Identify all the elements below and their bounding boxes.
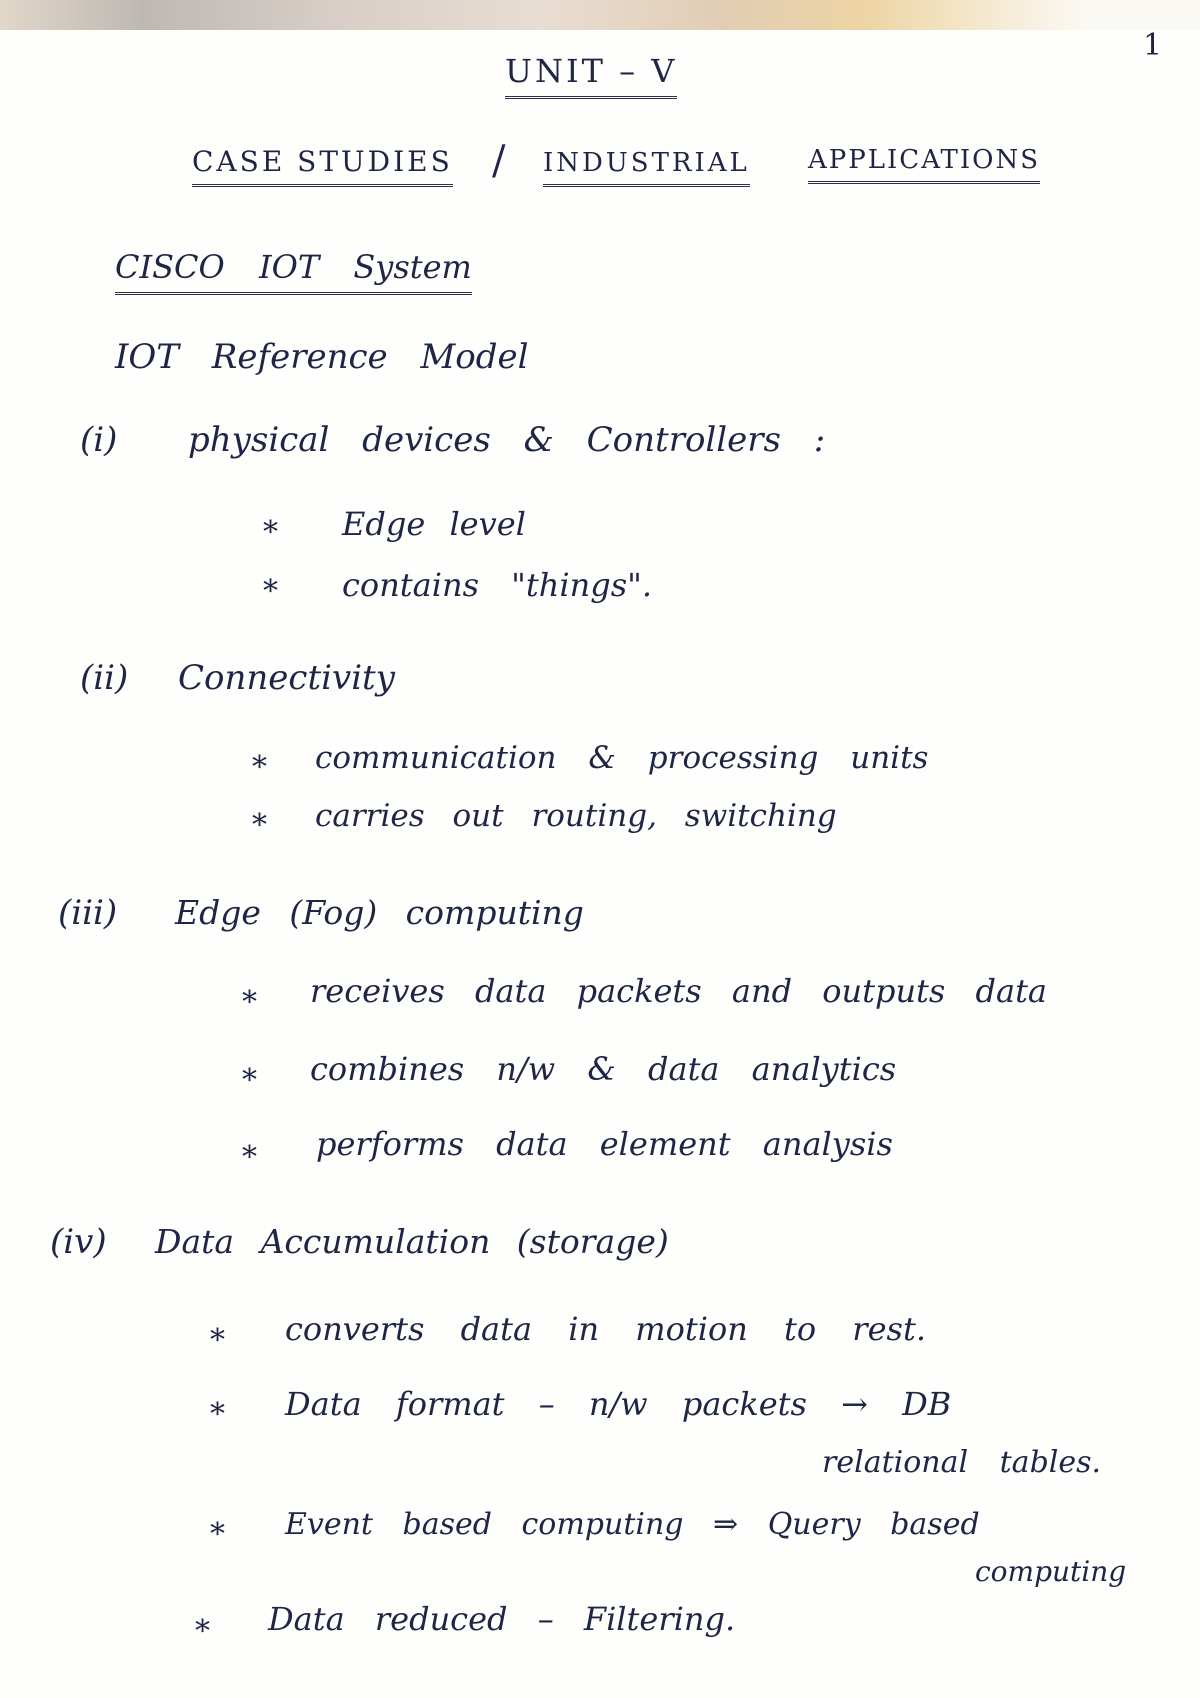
section-4-bullet-1: converts data in motion to rest.	[285, 1310, 926, 1348]
section-2-bullet-1-marker: *	[252, 750, 267, 785]
section-3-bullet-2: combines n/w & data analytics	[310, 1050, 897, 1088]
section-2-bullet-1: communication & processing units	[315, 740, 929, 776]
section-2-title: Connectivity	[178, 658, 395, 698]
heading-case-studies: CASE STUDIES	[192, 145, 453, 187]
section-4-bullet-3: Event based computing ⇒ Query based	[285, 1507, 980, 1542]
section-3-bullet-2-marker: *	[242, 1063, 257, 1098]
section-4-bullet-3-marker: *	[210, 1517, 225, 1552]
heading-industrial: INDUSTRIAL	[543, 148, 750, 187]
section-4-bullet-2-continuation: relational tables.	[822, 1445, 1102, 1480]
section-3-bullet-3-marker: *	[242, 1140, 257, 1175]
section-1-bullet-1-marker: *	[263, 515, 278, 550]
heading-applications: APPLICATIONS	[808, 145, 1040, 184]
section-3-bullet-1: receives data packets and outputs data	[310, 972, 1047, 1010]
subheading-cisco-iot: CISCO IOT System	[115, 248, 472, 295]
section-3-title: Edge (Fog) computing	[175, 893, 584, 932]
section-4-title: Data Accumulation (storage)	[155, 1222, 669, 1261]
unit-title: UNIT – V	[505, 52, 677, 99]
heading-slash: /	[492, 138, 506, 184]
section-3-bullet-3: performs data element analysis	[316, 1125, 893, 1163]
section-1-title: physical devices & Controllers :	[188, 420, 826, 460]
section-4-bullet-2-marker: *	[210, 1397, 225, 1432]
model-title: IOT Reference Model	[115, 337, 529, 377]
section-4-bullet-4: Data reduced – Filtering.	[268, 1600, 736, 1638]
section-2-bullet-2-marker: *	[252, 808, 267, 843]
section-3-bullet-1-marker: *	[242, 985, 257, 1020]
page-number: 1	[1143, 28, 1163, 63]
section-1-bullet-2: contains "things".	[342, 566, 652, 604]
section-4-number: (iv)	[50, 1222, 107, 1262]
section-1-bullet-2-marker: *	[263, 574, 278, 609]
section-1-number: (i)	[80, 420, 118, 460]
section-4-bullet-1-marker: *	[210, 1323, 225, 1358]
section-4-bullet-3-continuation: computing	[975, 1555, 1127, 1588]
section-2-bullet-2: carries out routing, switching	[315, 798, 837, 834]
scan-edge-strip	[0, 0, 1200, 30]
section-2-number: (ii)	[80, 658, 129, 698]
section-4-bullet-4-marker: *	[195, 1614, 210, 1649]
section-3-number: (iii)	[58, 893, 118, 933]
section-4-bullet-2: Data format – n/w packets → DB	[285, 1385, 952, 1423]
section-1-bullet-1: Edge level	[342, 505, 526, 543]
